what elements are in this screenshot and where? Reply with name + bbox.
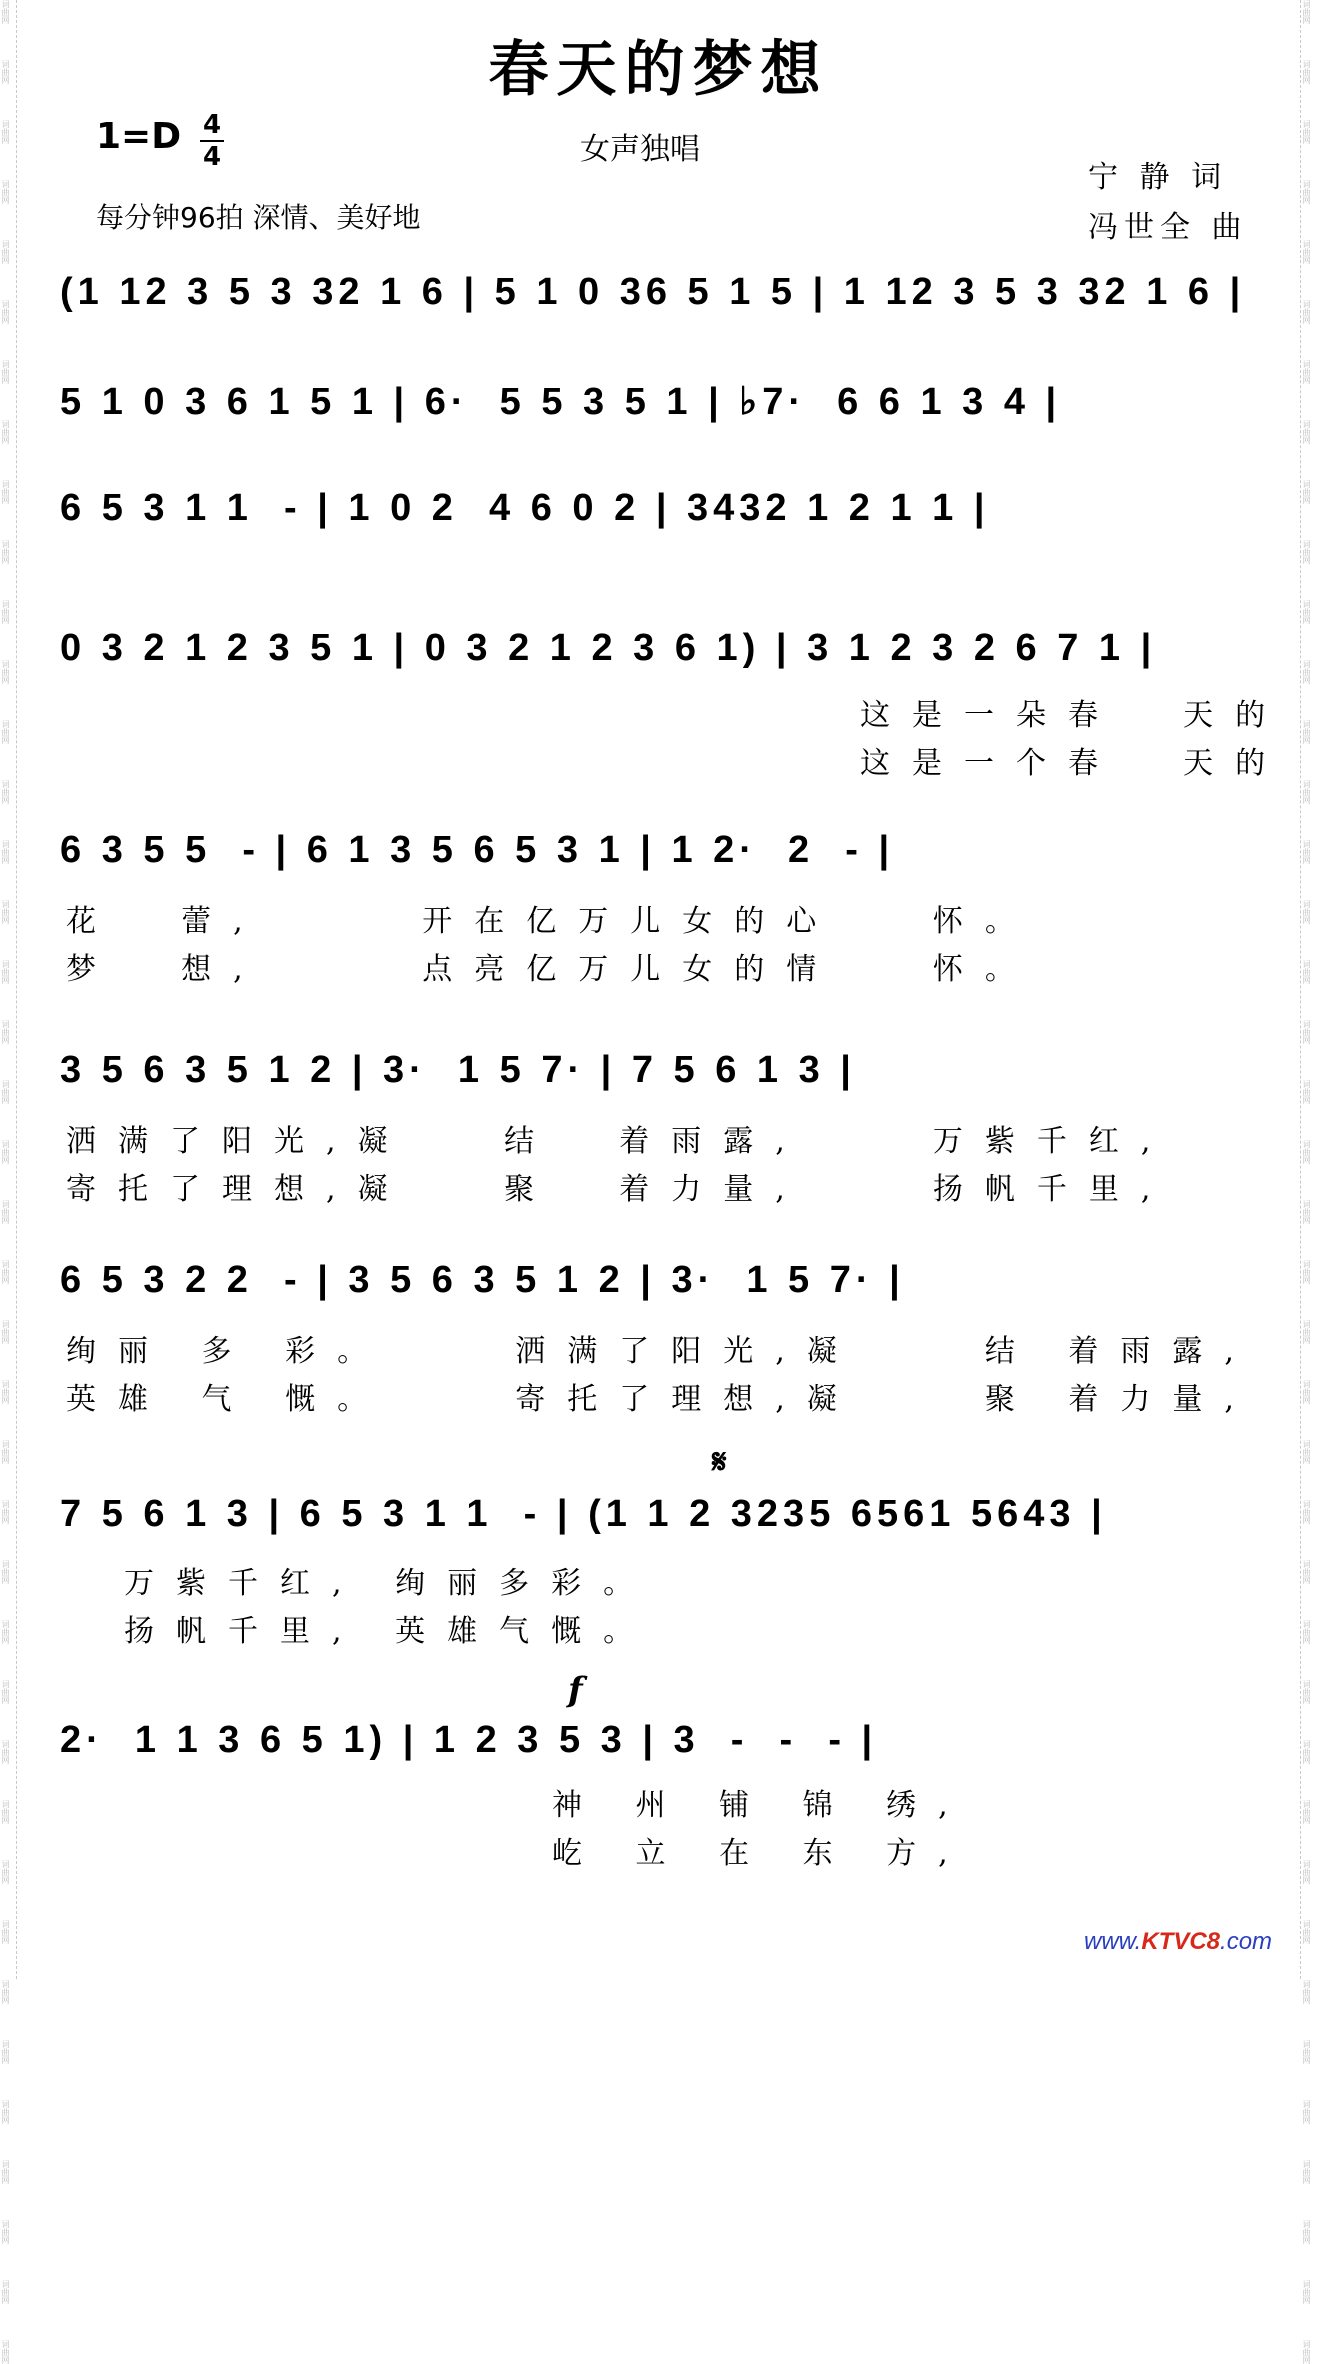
side-watermark-text: 词曲网 [1302, 1860, 1311, 1884]
lyric-verse-2: 寄托了理想,凝 聚 着力量, 扬帆千里, [66, 1172, 1173, 1207]
side-watermark-text: 词曲网 [1302, 300, 1311, 324]
side-watermark-text: 词曲网 [1, 120, 10, 144]
side-watermark-text: 词曲网 [1302, 1740, 1311, 1764]
side-watermark-text: 词曲网 [1, 1020, 10, 1044]
notation-line: 6 5 3 2 2 - | 3 5 6 3 5 1 2 | 3· 1 5 7· | [60, 1259, 905, 1301]
side-watermark-text: 词曲网 [1302, 1500, 1311, 1524]
side-watermark-text: 词曲网 [1302, 1260, 1311, 1284]
side-watermark-text: 词曲网 [1, 1080, 10, 1104]
side-watermark-text: 词曲网 [1302, 1980, 1311, 2004]
side-watermark-text: 词曲网 [1302, 1920, 1311, 1944]
side-watermark-text: 词曲网 [1, 1740, 10, 1764]
time-signature [200, 110, 224, 172]
side-watermark-text: 词曲网 [1302, 1800, 1311, 1824]
side-watermark-text: 词曲网 [1, 0, 10, 24]
side-watermark-text: 词曲网 [1302, 2340, 1311, 2364]
side-watermark-text: 词曲网 [1302, 1680, 1311, 1704]
side-watermark-text: 词曲网 [1, 2220, 10, 2244]
side-watermark-text: 词曲网 [1, 1200, 10, 1224]
lyric-verse-2: 梦 想, 点亮亿万儿女的情 怀。 [66, 952, 1037, 987]
lyricist-credit: 宁 静 词 [1088, 160, 1228, 195]
side-watermark-text: 词曲网 [1, 1380, 10, 1404]
lyric-verse-2: 这是一个春 天的 [860, 746, 1288, 781]
side-watermark-text: 词曲网 [1302, 720, 1311, 744]
side-watermark-text: 词曲网 [1, 1500, 10, 1524]
dynamic-forte-mark: f [568, 1670, 583, 1710]
side-watermark-text: 词曲网 [1302, 1560, 1311, 1584]
side-watermark-text: 词曲网 [1, 1260, 10, 1284]
side-watermark-text: 词曲网 [1302, 480, 1311, 504]
side-watermark-text: 词曲网 [1302, 1140, 1311, 1164]
side-watermark-text: 词曲网 [1, 360, 10, 384]
side-watermark-text: 词曲网 [1302, 2040, 1311, 2064]
site-watermark [1084, 1928, 1272, 1956]
side-watermark-text: 词曲网 [1302, 1440, 1311, 1464]
side-watermark-text: 词曲网 [1302, 660, 1311, 684]
watermark-prefix: www. [1084, 1928, 1142, 1955]
side-watermark-text: 词曲网 [1, 1860, 10, 1884]
left-watermark-strip [0, 0, 17, 2364]
side-watermark-text: 词曲网 [1302, 2160, 1311, 2184]
side-watermark-text: 词曲网 [1302, 240, 1311, 264]
side-watermark-text: 词曲网 [1302, 900, 1311, 924]
notation-line: 6 3 5 5 - | 6 1 3 5 6 5 3 1 | 1 2· 2 - | [60, 829, 895, 871]
side-watermark-text: 词曲网 [1, 1440, 10, 1464]
watermark-suffix: .com [1220, 1928, 1273, 1955]
notation-line: 3 5 6 3 5 1 2 | 3· 1 5 7· | 7 5 6 1 3 | [60, 1049, 856, 1091]
side-watermark-text: 词曲网 [1, 2040, 10, 2064]
lyric-verse-2: 英雄 气 慨。 寄托了理想,凝 聚 着力量, [66, 1382, 1256, 1417]
time-signature-bottom: 4 [202, 142, 222, 172]
page-title: 春天的梦想 [488, 35, 829, 105]
side-watermark-text: 词曲网 [1302, 2280, 1311, 2304]
lyric-verse-1: 这是一朵春 天的 [860, 698, 1288, 733]
side-watermark-text: 词曲网 [1, 1920, 10, 1944]
notation-line: (1 12 3 5 3 32 1 6 | 5 1 0 36 5 1 5 | 1 12 3 5 3 32 1 6 | [60, 271, 1246, 313]
side-watermark-text: 词曲网 [1302, 1080, 1311, 1104]
side-watermark-text: 词曲网 [1, 780, 10, 804]
side-watermark-text: 词曲网 [1, 2280, 10, 2304]
side-watermark-text: 词曲网 [1, 1560, 10, 1584]
side-watermark-text: 词曲网 [1, 1980, 10, 2004]
side-watermark-text: 词曲网 [1302, 780, 1311, 804]
side-watermark-text: 词曲网 [1302, 120, 1311, 144]
side-watermark-text: 词曲网 [1, 900, 10, 924]
lyric-verse-1: 绚丽 多 彩。 洒满了阳光,凝 结 着雨露, [66, 1334, 1256, 1369]
lyric-verse-1: 洒满了阳光,凝 结 着雨露, 万紫千红, [66, 1124, 1173, 1159]
side-watermark-text: 词曲网 [1, 720, 10, 744]
key-signature: 1=D [96, 116, 182, 157]
side-watermark-text: 词曲网 [1, 2340, 10, 2364]
side-watermark-text: 词曲网 [1, 1620, 10, 1644]
performance-type: 女声独唱 [580, 132, 700, 167]
side-watermark-text: 词曲网 [1302, 540, 1311, 564]
side-watermark-text: 词曲网 [1302, 360, 1311, 384]
segno-icon: 𝄋 [712, 1442, 727, 1482]
side-watermark-text: 词曲网 [1302, 1200, 1311, 1224]
side-watermark-text: 词曲网 [1302, 180, 1311, 204]
side-watermark-text: 词曲网 [1302, 960, 1311, 984]
composer-credit: 冯世全 曲 [1088, 210, 1248, 245]
watermark-brand: KTVC8 [1141, 1928, 1221, 1955]
notation-line: 2· 1 1 3 6 5 1) | 1 2 3 5 3 | 3 - - - | [60, 1719, 878, 1761]
side-watermark-text: 词曲网 [1, 480, 10, 504]
side-watermark-text: 词曲网 [1302, 2220, 1311, 2244]
side-watermark-text: 词曲网 [1, 2160, 10, 2184]
side-watermark-text: 词曲网 [1, 1140, 10, 1164]
lyric-verse-1: 万紫千红, 绚丽多彩。 [124, 1566, 656, 1601]
side-watermark-text: 词曲网 [1, 540, 10, 564]
time-signature-top: 4 [200, 110, 224, 142]
side-watermark-text: 词曲网 [1302, 1020, 1311, 1044]
side-watermark-text: 词曲网 [1, 1680, 10, 1704]
side-watermark-text: 词曲网 [1, 2100, 10, 2124]
side-watermark-text: 词曲网 [1302, 2100, 1311, 2124]
side-watermark-text: 词曲网 [1, 420, 10, 444]
side-watermark-text: 词曲网 [1, 1800, 10, 1824]
lyric-verse-1: 神 州 铺 锦 绣, [552, 1788, 970, 1823]
side-watermark-text: 词曲网 [1, 840, 10, 864]
side-watermark-text: 词曲网 [1, 300, 10, 324]
lyric-verse-2: 扬帆千里, 英雄气慨。 [124, 1614, 656, 1649]
side-watermark-text: 词曲网 [1, 600, 10, 624]
side-watermark-text: 词曲网 [1302, 420, 1311, 444]
side-watermark-text: 词曲网 [1, 660, 10, 684]
side-watermark-text: 词曲网 [1302, 0, 1311, 24]
side-watermark-text: 词曲网 [1, 960, 10, 984]
side-watermark-text: 词曲网 [1302, 600, 1311, 624]
right-watermark-strip [1300, 0, 1317, 2364]
lyric-verse-1: 花 蕾, 开在亿万儿女的心 怀。 [66, 904, 1037, 939]
side-watermark-text: 词曲网 [1, 240, 10, 264]
side-watermark-text: 词曲网 [1302, 840, 1311, 864]
tempo-marking: 每分钟96拍 深情、美好地 [96, 201, 421, 234]
side-watermark-text: 词曲网 [1302, 1620, 1311, 1644]
side-watermark-text: 词曲网 [1, 180, 10, 204]
side-watermark-text: 词曲网 [1, 60, 10, 84]
side-watermark-text: 词曲网 [1302, 60, 1311, 84]
side-watermark-text: 词曲网 [1302, 1380, 1311, 1404]
notation-line: 0 3 2 1 2 3 5 1 | 0 3 2 1 2 3 6 1) | 3 1 2 3 2 6 7 1 | [60, 627, 1157, 669]
notation-line: 7 5 6 1 3 | 6 5 3 1 1 - | (1 1 2 3235 6561 5643 | [60, 1493, 1107, 1535]
notation-line: 5 1 0 3 6 1 5 1 | 6· 5 5 3 5 1 | ♭7· 6 6 1 3 4 | [60, 381, 1062, 423]
notation-line: 6 5 3 1 1 - | 1 0 2 4 6 0 2 | 3432 1 2 1 1 | [60, 487, 990, 529]
side-watermark-text: 词曲网 [1302, 1320, 1311, 1344]
side-watermark-text: 词曲网 [1, 1320, 10, 1344]
lyric-verse-2: 屹 立 在 东 方, [552, 1836, 970, 1871]
